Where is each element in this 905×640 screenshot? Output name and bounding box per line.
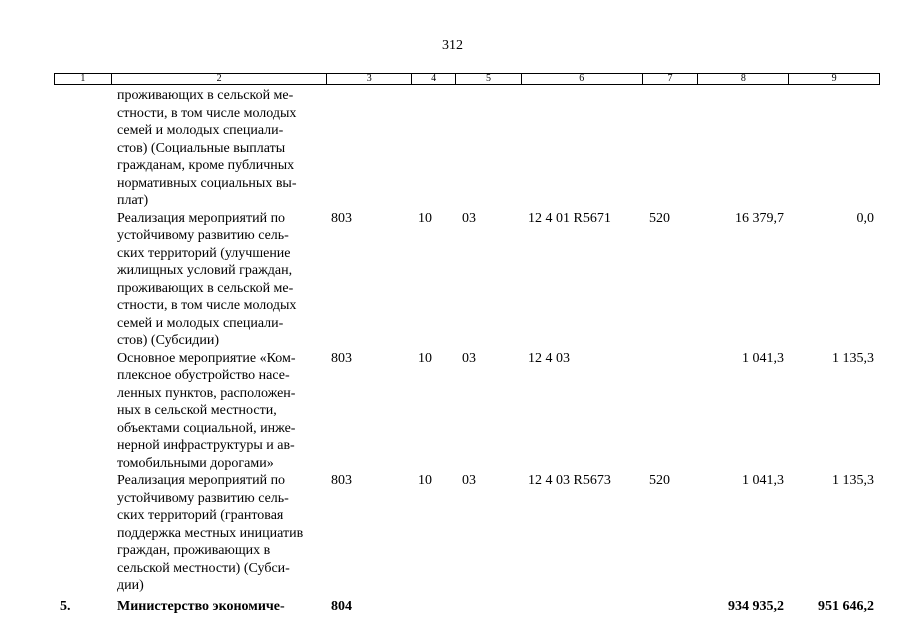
amount-year-2: 0,0 <box>856 210 874 226</box>
table-row <box>0 598 905 616</box>
expense-type-code: 520 <box>649 210 670 226</box>
table-header <box>54 73 880 85</box>
header-col-3: 3 <box>327 74 412 84</box>
section-code: 10 <box>418 473 432 488</box>
target-article-code: 12 4 03 <box>528 350 570 366</box>
header-col-9: 9 <box>831 73 837 84</box>
expense-type-code: 520 <box>649 473 670 488</box>
table-row <box>0 350 905 473</box>
row-description: Основное мероприятие «Ком- плексное обустройство насе- ленных пунктов, расположен- ных в сельской местности, объектами социальной, инже- нерной инфраструктуры и ав- томобильными дорогами» <box>117 350 296 471</box>
table-body <box>0 87 905 615</box>
target-article-code: 12 4 01 R5671 <box>528 210 611 226</box>
row-number: 5. <box>60 598 71 614</box>
row-description: проживающих в сельской ме- стности, в том числе молодых семей и молодых специали- стов) (Социальные выплаты гражданам, кроме публичных нормативных социальных вы- плат) <box>117 88 297 208</box>
subsection-code: 03 <box>462 210 476 226</box>
header-col-4: 4 <box>412 74 456 84</box>
amount-year-2: 1 135,3 <box>832 350 874 366</box>
amount-year-2: 951 646,2 <box>818 598 874 614</box>
amount-year-1: 934 935,2 <box>728 598 784 614</box>
row-description: Реализация мероприятий по устойчивому развитию сель- ских территорий (улучшение жилищных условий граждан, проживающих в сельской ме- стности, в том числе молодых семей и молодых специали- стов) (Субсидии) <box>117 210 297 348</box>
ministry-code: 803 <box>331 350 352 366</box>
header-col-6: 6 <box>522 74 643 84</box>
amount-year-1: 16 379,7 <box>735 210 784 226</box>
row-description: Реализация мероприятий по устойчивому развитию сель- ских территорий (грантовая поддержка местных инициатив граждан, проживающих в сельской местности) (Субси- дии) <box>117 473 304 593</box>
amount-year-1: 1 041,3 <box>742 473 784 488</box>
header-col-5: 5 <box>456 74 522 84</box>
table-row <box>0 472 905 595</box>
ministry-code: 804 <box>331 598 352 614</box>
header-col-8: 8 <box>698 74 789 84</box>
row-description: Министерство экономиче- <box>117 598 285 614</box>
section-code: 10 <box>418 210 432 226</box>
amount-year-1: 1 041,3 <box>742 350 784 366</box>
ministry-code: 803 <box>331 210 352 226</box>
table-row <box>0 87 905 210</box>
header-col-7: 7 <box>643 74 699 84</box>
page-number: 312 <box>442 38 463 53</box>
subsection-code: 03 <box>462 473 476 488</box>
ministry-code: 803 <box>331 473 352 488</box>
target-article-code: 12 4 03 R5673 <box>528 473 611 488</box>
subsection-code: 03 <box>462 350 476 366</box>
header-col-2: 2 <box>112 74 327 84</box>
section-code: 10 <box>418 350 432 366</box>
table-row <box>0 210 905 350</box>
amount-year-2: 1 135,3 <box>832 473 874 488</box>
header-col-1: 1 <box>55 74 112 84</box>
